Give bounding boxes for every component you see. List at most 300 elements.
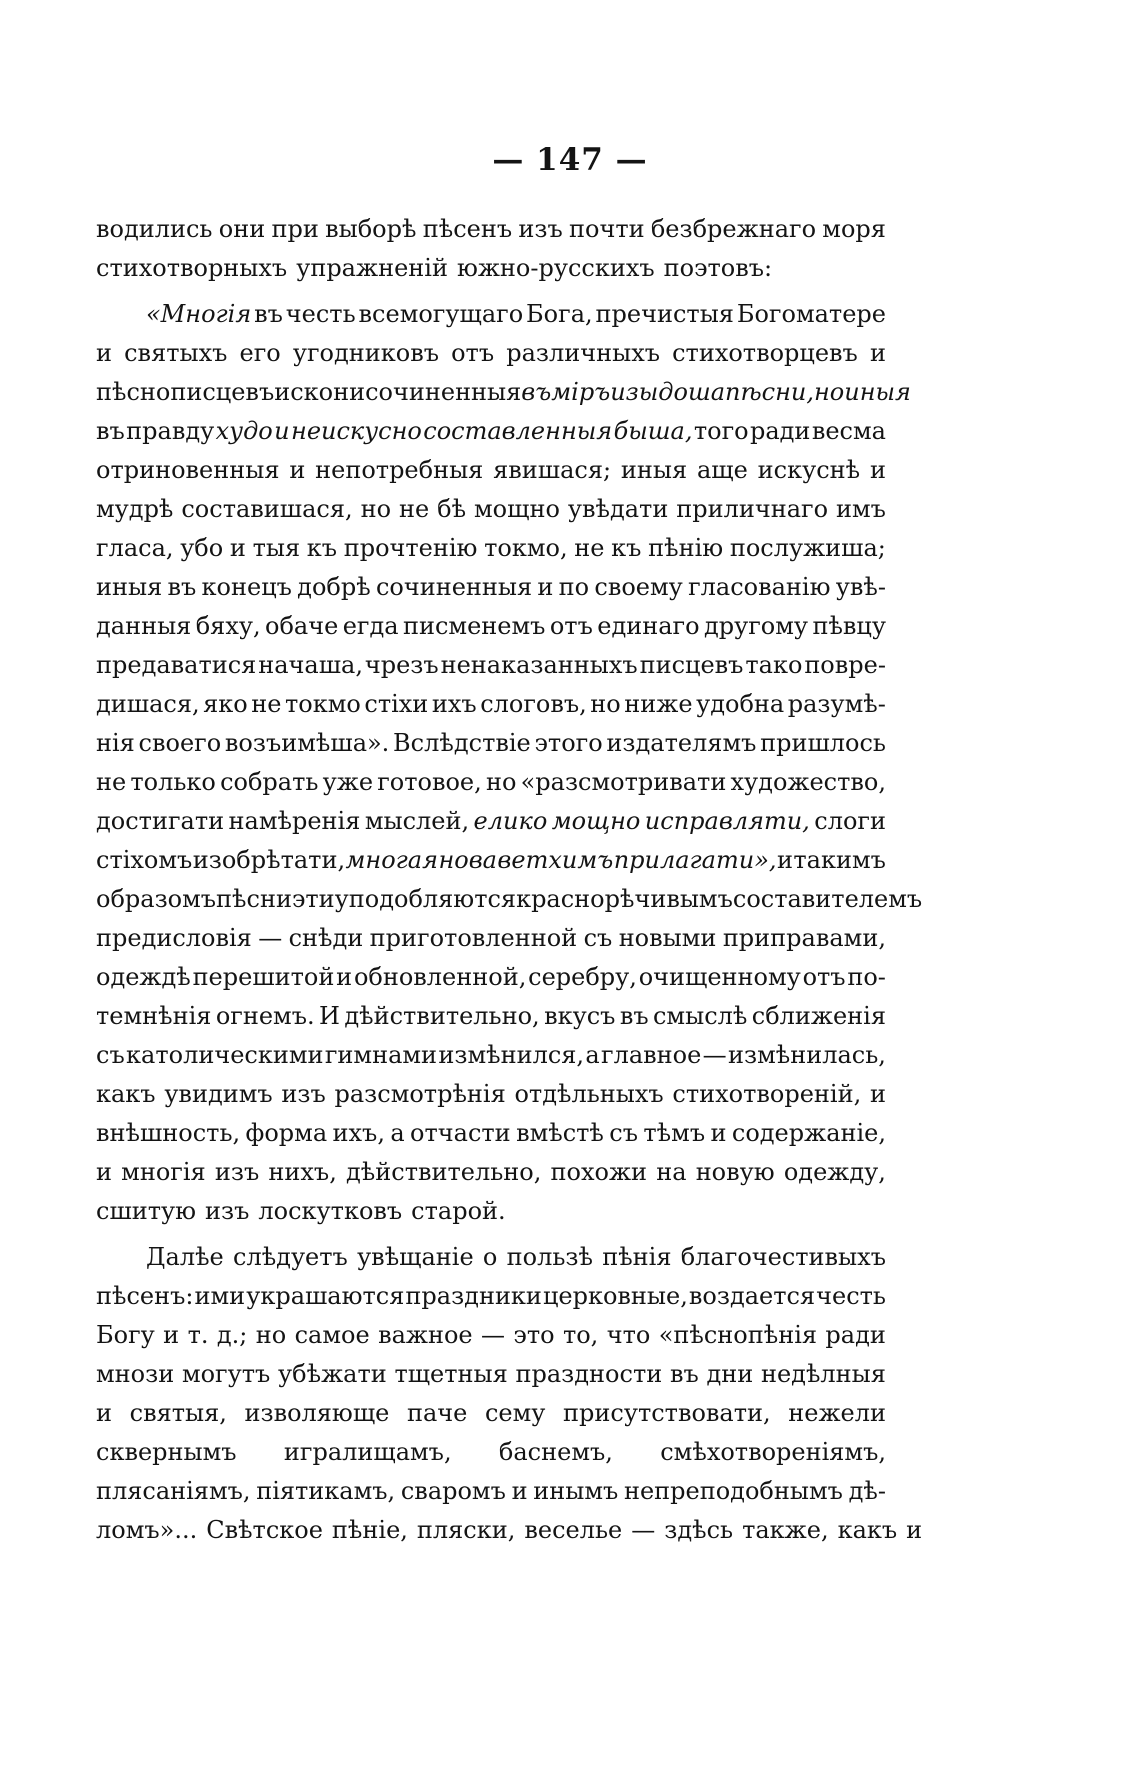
word: обновленной, [353,963,527,991]
word: токмо, [484,534,568,562]
word: стіхомъ [96,846,193,874]
word: какъ [837,1516,898,1544]
word: упражненій [296,254,448,282]
word: не [398,495,430,523]
text-line [96,880,923,919]
word: ради [749,417,811,445]
paragraph [96,210,886,288]
paragraph-gap [96,1231,886,1238]
word: мнози [96,1360,175,1388]
word: стихотворцевъ [672,339,858,367]
word: токмо [285,690,361,718]
word: убо [180,534,224,562]
text-line [96,1192,886,1231]
word: яко [203,690,248,718]
word: смыслѣ [652,1002,748,1030]
word: но [590,690,621,718]
word: Богу [96,1321,155,1349]
word: новую [695,1158,775,1186]
word: благочестивыхъ [680,1243,886,1271]
word: паче [406,1399,468,1427]
text-line [96,451,886,490]
word: Далѣе [146,1243,224,1271]
word: пѣнію [648,534,724,562]
word: слоги [814,807,886,835]
text-line [96,724,886,763]
text-line [96,295,886,334]
word: «разсмотривати [520,768,727,796]
word: недѣлныя [760,1360,886,1388]
word: добрѣ [297,573,371,601]
word: худо [215,417,273,445]
word: увѣщаніе [357,1243,474,1271]
word: гласа, [96,534,174,562]
word: и [869,339,886,367]
word: писменемъ [402,612,546,640]
word: быша, [613,417,693,445]
word: составленныя [423,417,613,445]
word: готовое, [377,768,482,796]
word: тщетныя [394,1360,508,1388]
word: и [229,534,246,562]
word: иныя [96,573,163,601]
word: сему [484,1399,546,1427]
text-line [96,607,886,646]
word: праздности [515,1360,663,1388]
word: и [869,456,886,484]
word: егда [342,612,399,640]
word: увидимъ [164,1080,273,1108]
word: пришлось [760,729,886,757]
text-line [96,210,886,249]
word: дишася, [96,690,200,718]
word: ненаказанныхъ [440,651,638,679]
word: достигати [96,807,225,835]
page-number: — 147 — [492,142,648,178]
word: изобрѣтати, [192,846,346,874]
text-line [96,646,886,685]
word: ихъ [431,690,477,718]
word: пѣвцу [812,612,886,640]
word: что [606,1321,651,1349]
word: очищенному [638,963,801,991]
word: стіхи [364,690,429,718]
word: одеждѣ [96,963,191,991]
word: сшитую [96,1197,197,1225]
word: форма [245,1119,328,1147]
word: «Многія [146,300,252,328]
word: ими [194,1282,246,1310]
word: поэтовъ: [663,254,773,282]
word: уподобляются [334,885,517,913]
text-line [96,490,886,529]
word: издателямъ [606,729,757,757]
word: въ [254,300,283,328]
word: многія [121,1158,206,1186]
word: и [336,963,353,991]
word: аще [696,456,748,484]
word: святыхъ [124,339,228,367]
word: всемогущаго [358,300,524,328]
word: главное [601,1041,702,1069]
word: но [485,768,517,796]
word: на [656,1158,687,1186]
word: прочтенію [343,534,478,562]
word: водились [96,215,213,243]
word: въ [619,1002,649,1030]
word: не [251,690,282,718]
word: непотребныя [315,456,484,484]
word: въ [669,1360,699,1388]
word: И [319,1002,340,1030]
word: изъ [281,1080,326,1108]
word: съ [96,1041,125,1069]
word: своему [594,573,683,601]
word: художество, [730,768,886,796]
word: изъ [518,215,563,243]
word: отъ [802,963,846,991]
word: тако [745,651,803,679]
word: и [710,1119,727,1147]
word: похожи [550,1158,648,1186]
word: дѣ- [848,1477,886,1505]
word: и [96,1399,112,1427]
word: возъимѣша». [224,729,390,757]
word: изъ [214,1158,260,1186]
word: явишася; [493,456,612,484]
word: различныхъ [506,339,660,367]
word: не [574,534,605,562]
word: удобна [696,690,785,718]
word: иныя [844,378,911,406]
word: Богоматере [736,300,886,328]
word: въ [167,573,197,601]
text-line [96,373,911,412]
paragraph [96,1238,923,1550]
word: піятикамъ, [256,1477,396,1505]
word: измѣнилась, [727,1041,886,1069]
word: праздники [405,1282,542,1310]
word: краснорѣчивымъ [516,885,733,913]
word: нежели [788,1399,886,1427]
word: ветхимъ [497,846,614,874]
word: и [163,1321,180,1349]
word: внѣшность, [96,1119,241,1147]
word: баснемъ, [498,1438,613,1466]
text-line [96,249,886,288]
word: отриновенныя [96,456,280,484]
word: пречистыя [595,300,734,328]
word: составителемъ [732,885,923,913]
word: мудрѣ [96,495,174,523]
text-line [96,529,886,568]
word: убѣжати [278,1360,387,1388]
word: и [776,846,793,874]
paragraph-gap [96,288,886,295]
text-line [96,1472,886,1511]
word: новыми [618,924,717,952]
word: мощно [474,495,560,523]
word: отчасти [410,1119,511,1147]
word: — [258,924,283,952]
text-line [96,1238,886,1277]
word: перешитой [192,963,335,991]
word: къ [306,534,338,562]
word: отдѣльныхъ [514,1080,664,1108]
word: святыя, [129,1399,227,1427]
word: предисловія [96,924,252,952]
word: и [96,339,112,367]
word: «пѣснопѣнія [658,1321,818,1349]
word: слоговъ, [480,690,587,718]
word: пѣсни [216,885,292,913]
word: эти [291,885,335,913]
word: пѣсенъ [422,215,513,243]
word: измѣнился, [438,1041,585,1069]
word: приличнаго [676,495,829,523]
word: сквернымъ [96,1438,237,1466]
word: образомъ [96,885,217,913]
word: сваромъ [400,1477,506,1505]
word: и [289,456,306,484]
word: стихотворныхъ [96,254,288,282]
word: обаче [265,612,339,640]
word: угодниковъ [292,339,439,367]
word: по [558,573,590,601]
text-line [96,1316,886,1355]
word: о [482,1243,498,1271]
word: нова [438,846,497,874]
word: смѣхотвореніямъ, [660,1438,886,1466]
word: присутствовати, [563,1399,771,1427]
word: это [513,1321,555,1349]
page-text [96,210,923,1550]
word: елико [473,807,548,835]
word: Бога, [526,300,593,328]
word: плясаніямъ, [96,1477,251,1505]
word: но [813,378,845,406]
word: собрать [220,768,319,796]
word: того [693,417,749,445]
text-line [96,1394,886,1433]
word: могутъ [181,1360,271,1388]
word: дѣйствительно, [344,1002,540,1030]
word: инымъ [533,1477,619,1505]
text-line [96,841,886,880]
word: также, [742,1516,829,1544]
word: прилагати», [613,846,777,874]
word: выборѣ [325,215,417,243]
word: честь [816,1282,886,1310]
word: искони [274,378,366,406]
word: безбрежнаго [650,215,817,243]
word: нихъ, [268,1158,337,1186]
word: нія [96,729,135,757]
word: Свѣтское [206,1516,323,1544]
word: воздается [688,1282,816,1310]
word: д.; [216,1321,248,1349]
word: повре- [804,651,886,679]
word: важное [378,1321,473,1349]
word: приготовленной [369,924,578,952]
word: единаго [597,612,700,640]
word: ниже [624,690,693,718]
word: весма [811,417,886,445]
word: не [96,768,127,796]
word: тѣмъ [643,1119,706,1147]
word: самое [294,1321,370,1349]
word: веселье [524,1516,623,1544]
word: стихотвореній, [672,1080,862,1108]
word: міръ [551,378,611,406]
word: и [96,1158,112,1186]
word: пѣнія [602,1243,672,1271]
text-line [96,1433,886,1472]
word: церковные, [542,1282,688,1310]
word: изволяюще [244,1399,390,1427]
text-line [96,958,886,997]
word: изъ [205,1197,250,1225]
text-line [96,919,886,958]
word: пѣніе, [331,1516,408,1544]
word: католическими [126,1041,324,1069]
word: какъ [96,1080,156,1108]
word: тыя [252,534,301,562]
word: чрезъ [364,651,439,679]
word: только [130,768,216,796]
word: увѣ- [835,573,886,601]
word: своего [138,729,222,757]
word: бѣ [437,495,467,523]
word: сближенія [751,1002,886,1030]
text-line [96,1114,886,1153]
word: то, [562,1321,599,1349]
text-line [96,1153,886,1192]
word: данныя [96,612,192,640]
word: ломъ»... [96,1516,198,1544]
word: слѣдуетъ [233,1243,348,1271]
word: многая [345,846,438,874]
word: правду [126,417,215,445]
text-line [96,685,886,724]
word: предаватися [96,651,257,679]
word: изыдоша [610,378,725,406]
word: составишася, [181,495,353,523]
word: увѣдати [567,495,669,523]
word: лоскутковъ [258,1197,403,1225]
word: его [239,339,281,367]
word: и [869,1080,886,1108]
word: содержаніе, [731,1119,886,1147]
text-line [96,334,886,373]
word: пользѣ [506,1243,593,1271]
word: и [274,417,290,445]
word: а [585,1041,600,1069]
word: искуснѣ [757,456,861,484]
word: Вслѣдствіе [393,729,531,757]
word: отъ [451,339,495,367]
word: такимъ [793,846,886,874]
word: моря [822,215,886,243]
text-line [96,1277,886,1316]
word: намѣренія [228,807,361,835]
word: при [271,215,319,243]
word: мыслей, [364,807,470,835]
word: — [702,1041,727,1069]
word: огнемъ. [215,1002,315,1030]
text-line [96,412,886,451]
word: пѣсни, [725,378,814,406]
word: старой. [411,1197,506,1225]
word: исправляти, [644,807,810,835]
text-line [96,1511,923,1550]
word: бяху, [195,612,261,640]
word: снѣди [288,924,364,952]
word: другому [703,612,809,640]
text-line [96,997,886,1036]
word: неискусно [291,417,422,445]
word: непреподобнымъ [623,1477,843,1505]
word: — [481,1321,505,1349]
word: иныя [620,456,688,484]
word: дни [706,1360,754,1388]
text-line [96,802,886,841]
word: мощно [551,807,641,835]
word: честь [285,300,356,328]
word: пѣснописцевъ [96,378,275,406]
word: сочиненныя [365,378,522,406]
word: разумѣ- [787,690,886,718]
word: гласованію [688,573,831,601]
text-line [96,763,886,802]
word: въ [96,417,125,445]
text-line [96,1036,886,1075]
word: съ [583,924,613,952]
word: имъ [836,495,886,523]
word: и [537,573,554,601]
text-line [96,1075,886,1114]
word: — [631,1516,656,1544]
word: серебру, [528,963,637,991]
word: украшаются [246,1282,405,1310]
word: послужиша; [729,534,886,562]
word: съ [609,1119,639,1147]
word: къ [611,534,642,562]
word: по- [847,963,886,991]
word: здѣсь [664,1516,734,1544]
word: южно-русскихъ [456,254,655,282]
paragraph [96,295,923,1231]
word: а [390,1119,405,1147]
word: пляски, [416,1516,516,1544]
word: пѣсенъ: [96,1282,194,1310]
word: гимнами [324,1041,438,1069]
word: писцевъ [639,651,744,679]
word: начаша, [258,651,363,679]
word: и [511,1477,528,1505]
word: темнѣнія [96,1002,212,1030]
word: приправами, [722,924,886,952]
text-line [96,568,886,607]
word: игралищамъ, [283,1438,452,1466]
word: одежду, [783,1158,886,1186]
word: вкусъ [544,1002,616,1030]
text-line [96,1355,886,1394]
word: ихъ, [332,1119,385,1147]
word: т. [187,1321,209,1349]
word: этого [534,729,603,757]
word: они [218,215,266,243]
